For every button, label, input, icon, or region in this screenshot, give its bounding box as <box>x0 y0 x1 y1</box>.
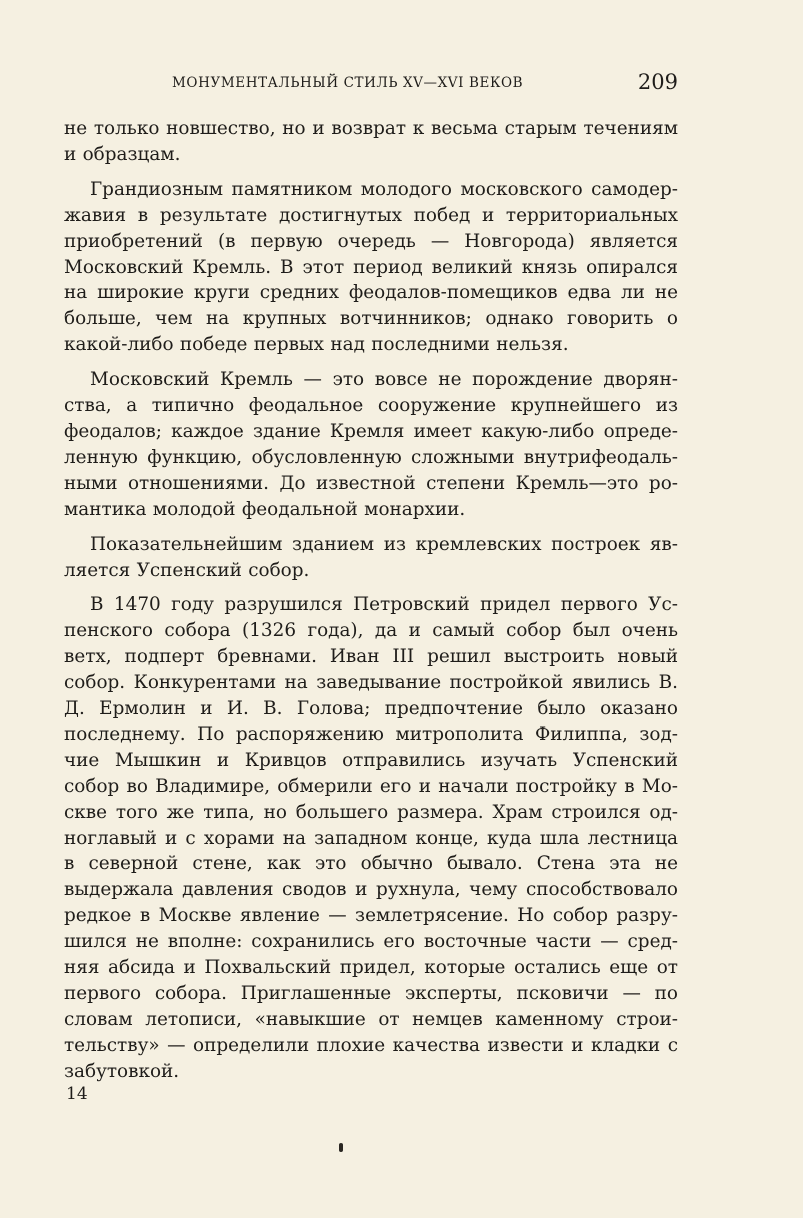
printer-signature-mark: 14 <box>66 1084 88 1104</box>
paragraph: Показательнейшим зданием из кремлевских построек является Успенский собор. <box>64 533 678 581</box>
paragraph: Московский Кремль — это вовсе не порождение дворянства, а типично феодальное сооружение крупнейшего из феодалов; каждое здание Кремля имеет какую-либо определенную функцию, обусловленную сложными внутрифеодальными отношениями. До известной степени Кремль—это романтика молодой феодальной монархии. <box>64 369 678 520</box>
body-text <box>64 116 678 1085</box>
paragraph: В 1470 году разрушился Петровский придел первого Успенского собора (1326 года), да и самый собор был очень ветх, подперт бревнами. Иван III решил выстроить новый собор. Конкурентами на заведывание постройкой явились В. Д. Ермолин и И. В. Голова; предпочтение было оказано последнему. По распоряжению митрополита Филиппа, зодчие Мышкин и Кривцов отправились изучать Успенский собор во Владимире, обмерили его и начали постройку в Москве того же типа, но большего размера. Храм строился одноглавый и с хорами на западном конце, куда шла лестница в северной стене, как это обычно бывало. Стена эта не выдержала давления сводов и рухнула, чему способствовало редкое в Москве явление — землетрясение. Но собор разрушился не вполне: сохранились его восточные части — средняя абсида и Похвальский придел, которые остались еще от первого собора. Приглашенные эксперты, псковичи — по словам летописи, «навыкшие от немцев каменному строительству» — определили плохие качества извести и кладки с забутовкой. <box>64 594 678 1082</box>
page-number: 209 <box>637 70 678 94</box>
paragraph: Грандиозным памятником молодого московского самодержавия в результате достигнутых побед и территориальных приобретений (в первую очередь — Новгорода) является Московский Кремль. В этот период великий князь опирался на широкие круги средних феодалов-помещиков едва ли не больше, чем на крупных вотчинников; однако говорить о какой-либо победе первых над последними нельзя. <box>64 178 678 356</box>
ink-mark <box>339 1143 343 1152</box>
page-header <box>64 70 678 98</box>
paragraph: не только новшество, но и возврат к весьма старым течениям и образцам. <box>64 118 678 165</box>
running-title: МОНУМЕНТАЛЬНЫЙ СТИЛЬ XV—XVI ВЕКОВ <box>172 75 524 91</box>
